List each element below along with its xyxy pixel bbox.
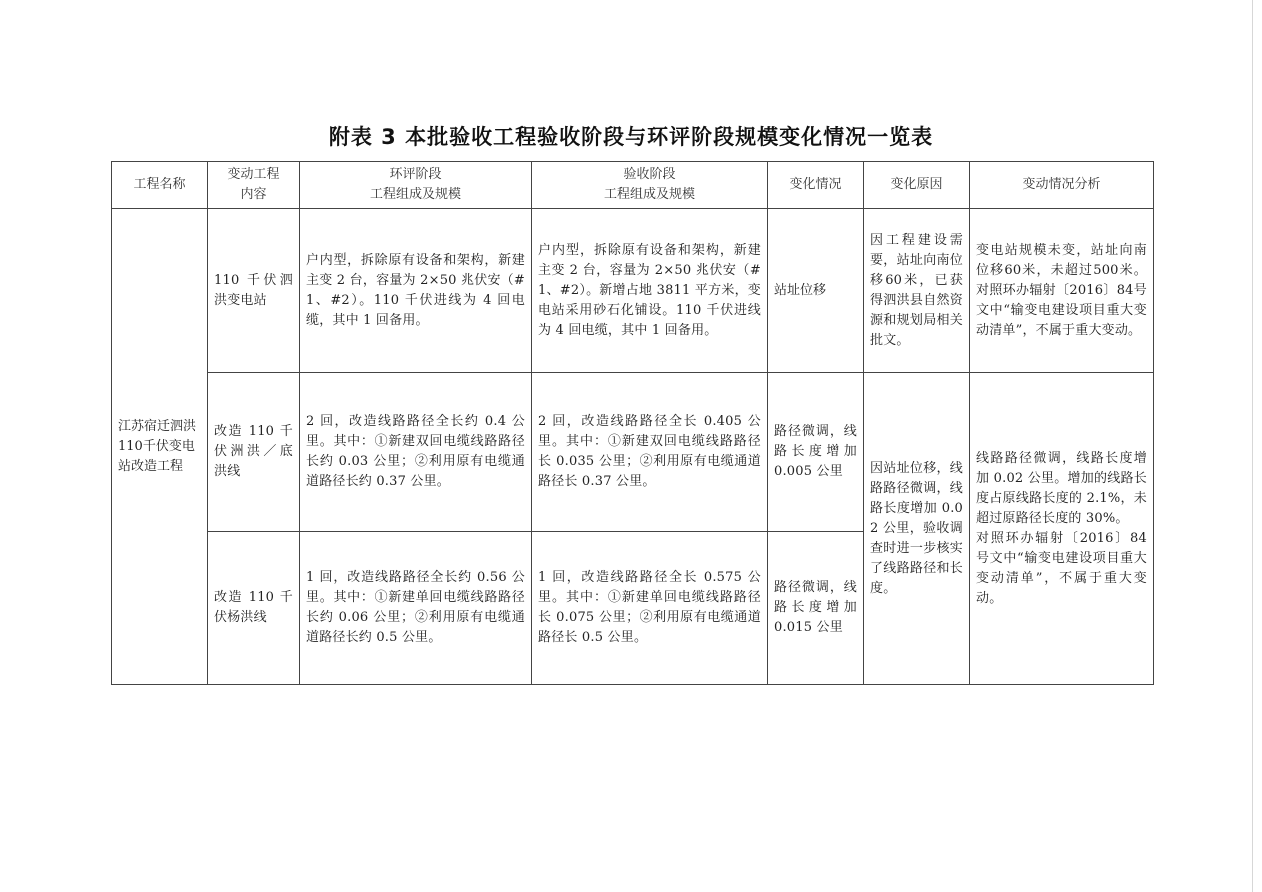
table-row	[112, 373, 1154, 532]
header-eia-stage	[300, 162, 532, 209]
cell-change-content: 110 千伏泗洪变电站	[208, 209, 300, 373]
cell-change-analysis: 变电站规模未变，站址向南位移60米，未超过500米。对照环办辐射〔2016〕84号文中“输变电建设项目重大变动清单”，不属于重大变动。	[970, 209, 1154, 373]
cell-eia: 1 回，改造线路路径全长约 0.56 公里。其中：①新建单回电缆线路路径长约 0.06 公里；②利用原有电缆通道路径长约 0.5 公里。	[300, 532, 532, 685]
cell-change-status: 路径微调，线路长度增加 0.015 公里	[768, 532, 864, 685]
cell-change-status: 站址位移	[768, 209, 864, 373]
header-eia-line2: 工程组成及规模	[369, 187, 461, 202]
header-change-reason: 变化原因	[864, 162, 970, 209]
header-acceptance-line1: 验收阶段	[623, 167, 676, 182]
header-change-content	[208, 162, 300, 209]
cell-change-content: 改造 110 千伏杨洪线	[208, 532, 300, 685]
header-change-status: 变化情况	[768, 162, 864, 209]
table-header-row	[112, 162, 1154, 209]
cell-acceptance: 户内型，拆除原有设备和架构，新建主变 2 台，容量为 2×50 兆伏安（#1、#2）。新增占地 3811 平方米，变电站采用砂石化铺设。110 千伏进线为 4 回电缆，其中 1 回备用。	[532, 209, 768, 373]
page-title: 附表 3 本批验收工程验收阶段与环评阶段规模变化情况一览表	[328, 125, 934, 149]
header-acceptance-stage	[532, 162, 768, 209]
header-acceptance-line2: 工程组成及规模	[603, 187, 695, 202]
cell-project-name: 江苏宿迁泗洪110千伏变电站改造工程	[112, 209, 208, 685]
header-project-name: 工程名称	[112, 162, 208, 209]
cell-eia: 2 回，改造线路路径全长约 0.4 公里。其中：①新建双回电缆线路路径长约 0.03 公里；②利用原有电缆通道路径长约 0.37 公里。	[300, 373, 532, 532]
comparison-table	[111, 161, 1154, 685]
header-change-content-line1: 变动工程	[227, 167, 280, 182]
header-eia-line1: 环评阶段	[389, 167, 442, 182]
cell-change-content: 改造 110 千伏洲洪／底洪线	[208, 373, 300, 532]
header-change-analysis: 变动情况分析	[970, 162, 1154, 209]
lines-analysis-paragraph-2: 对照环办辐射〔2016〕84 号文中“输变电建设项目重大变动清单”，不属于重大变动。	[976, 530, 1147, 606]
lines-analysis-paragraph-1: 线路路径微调，线路长度增加 0.02 公里。增加的线路长度占原线路长度的 2.1%，未超过原路径长度的 30%。	[976, 450, 1147, 526]
cell-acceptance: 2 回，改造线路路径全长 0.405 公里。其中：①新建双回电缆线路路径长 0.035 公里；②利用原有电缆通道路径长 0.37 公里。	[532, 373, 768, 532]
header-change-content-line2: 内容	[240, 187, 267, 202]
cell-change-status: 路径微调，线路长度增加 0.005 公里	[768, 373, 864, 532]
cell-lines-change-analysis	[970, 373, 1154, 685]
cell-acceptance: 1 回，改造线路路径全长 0.575 公里。其中：①新建单回电缆线路路径长 0.075 公里；②利用原有电缆通道路径长 0.5 公里。	[532, 532, 768, 685]
cell-lines-change-reason: 因站址位移，线路路径微调，线路长度增加 0.02 公里，验收调查时进一步核实了线路路径和长度。	[864, 373, 970, 685]
cell-eia: 户内型，拆除原有设备和架构，新建主变 2 台，容量为 2×50 兆伏安（#1、#2）。110 千伏进线为 4 回电缆，其中 1 回备用。	[300, 209, 532, 373]
cell-change-reason: 因工程建设需要，站址向南位移60米，已获得泗洪县自然资源和规划局相关批文。	[864, 209, 970, 373]
table-row	[112, 209, 1154, 373]
